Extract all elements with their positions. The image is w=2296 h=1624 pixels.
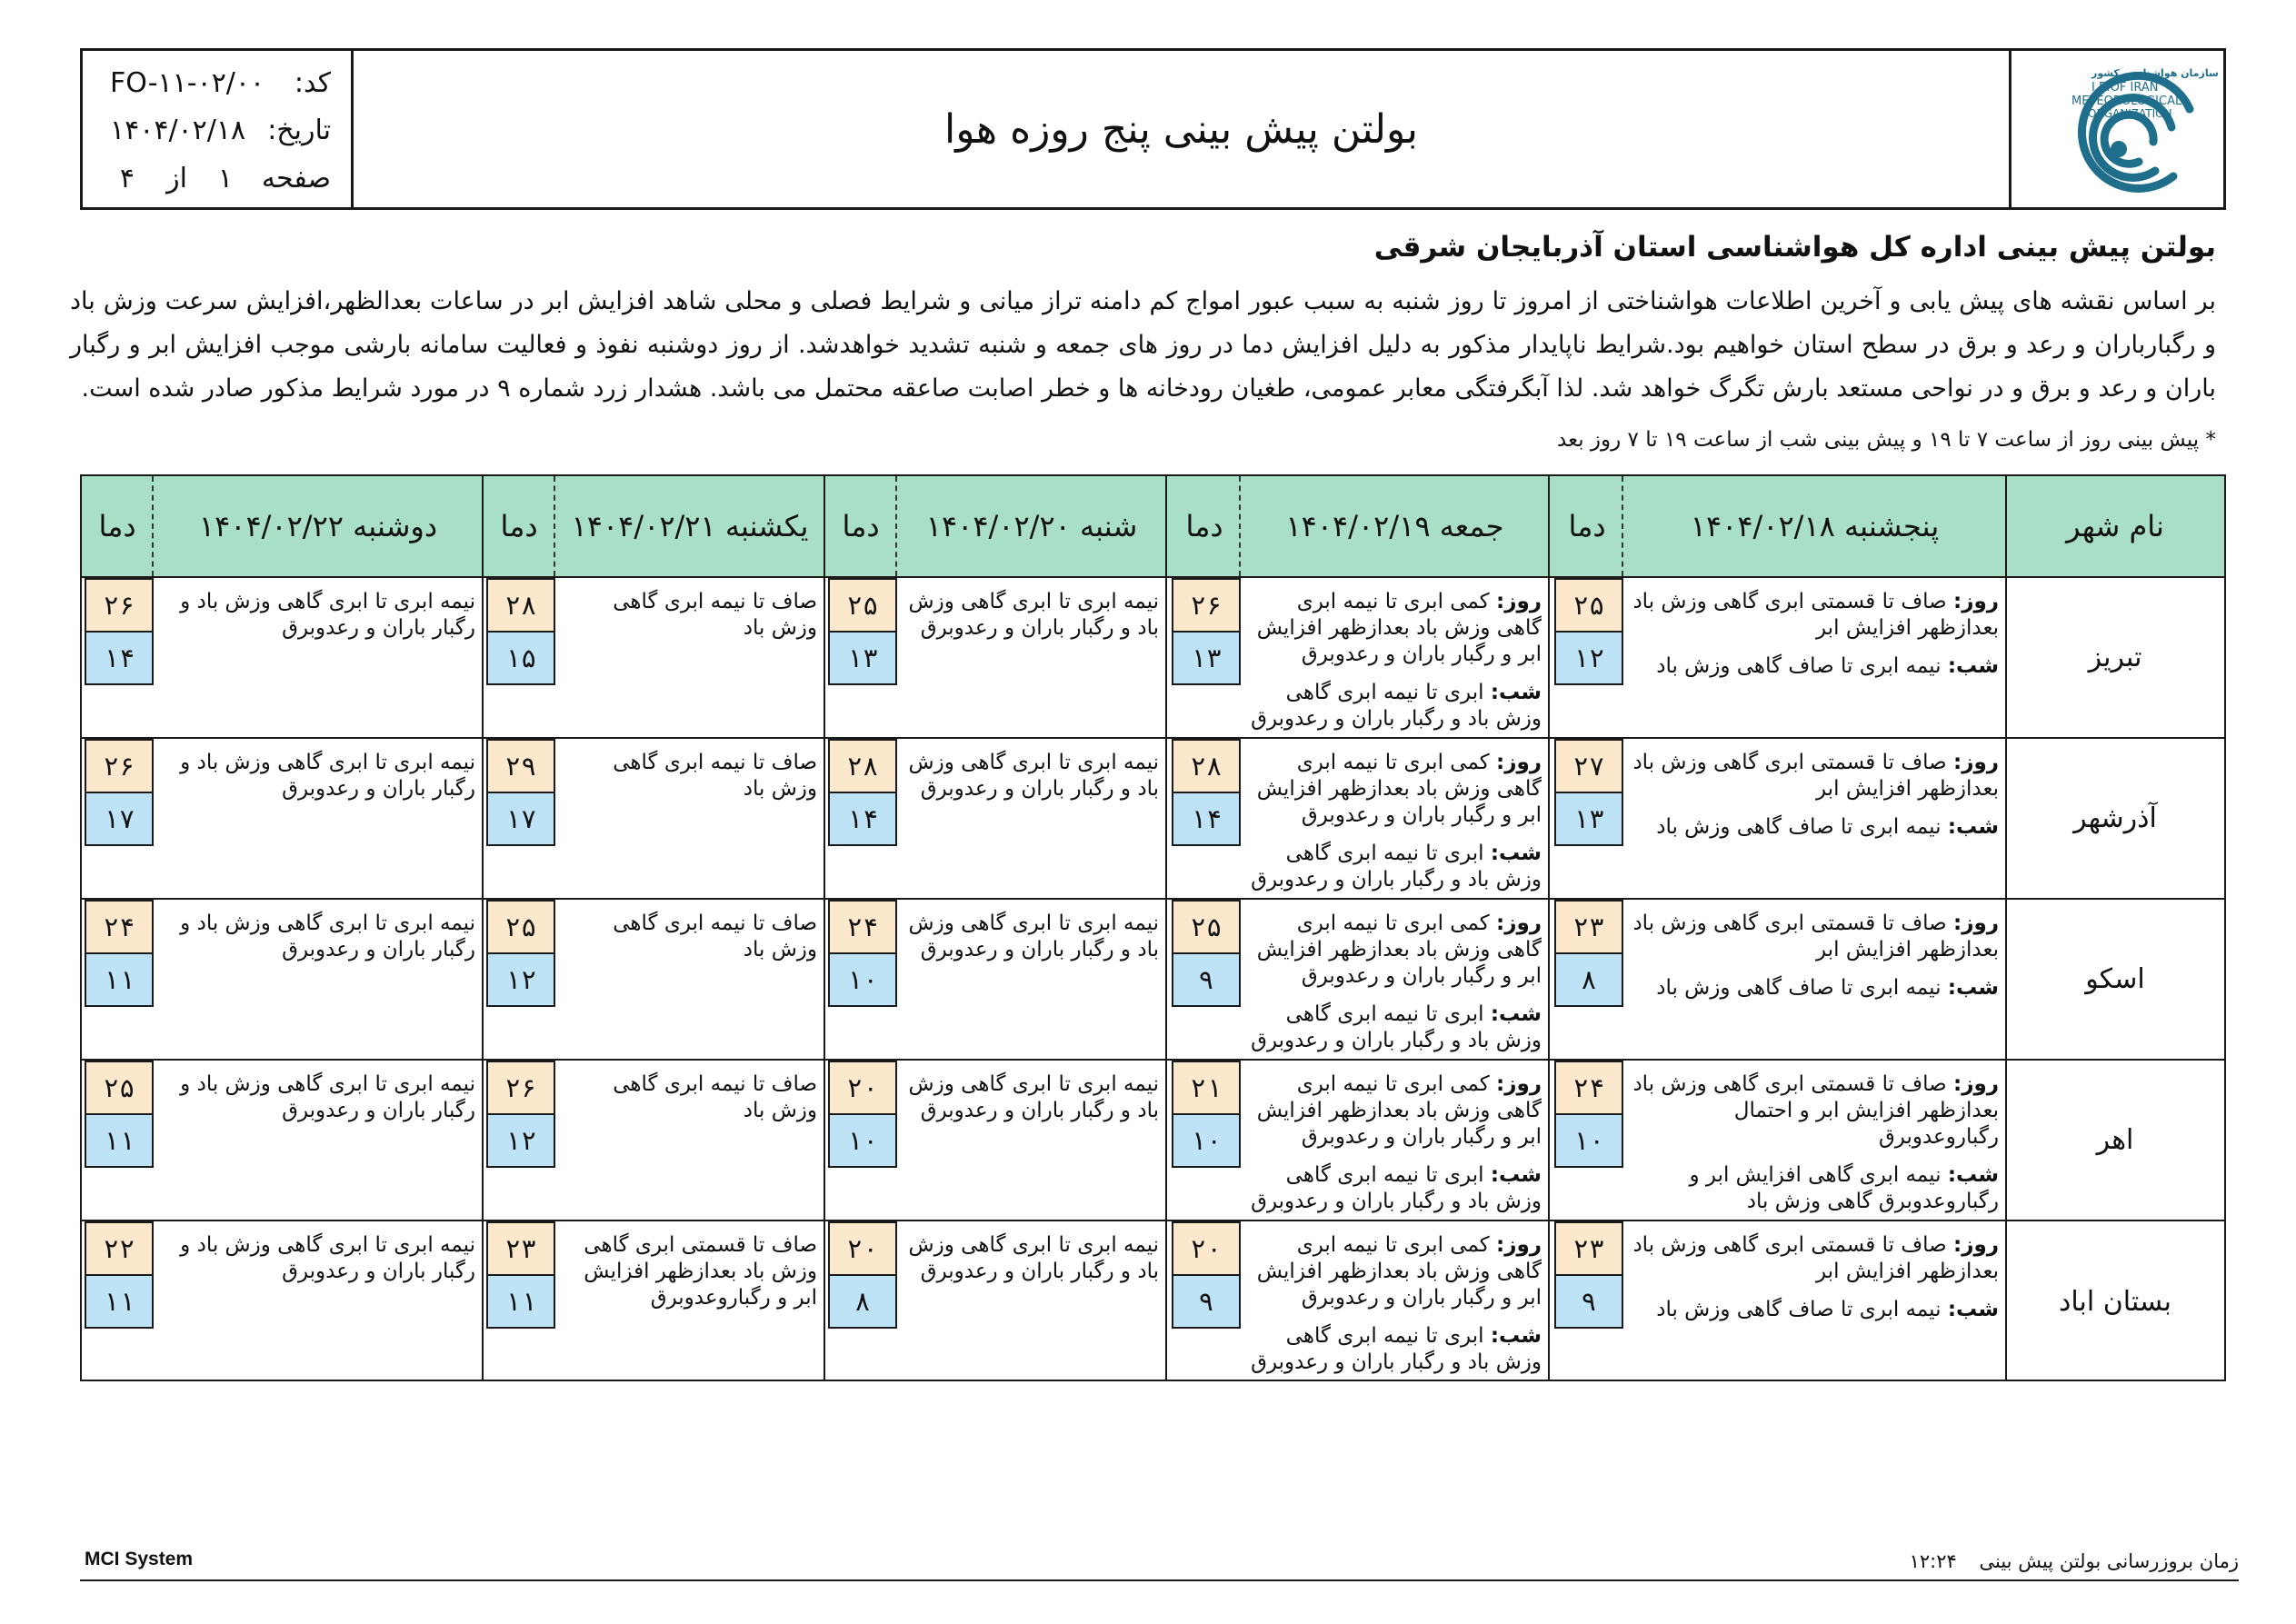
forecast-text: صاف تا نیمه ابری گاهی وزش باد: [613, 1072, 817, 1122]
night-forecast: [1248, 1162, 1542, 1215]
forecast-description: [1631, 589, 1999, 680]
page-label: صفحه: [261, 163, 331, 194]
night-label: شب:: [1947, 1163, 1999, 1187]
forecast-description: [161, 1071, 475, 1124]
table-row: [82, 1221, 2224, 1382]
day-forecast-text: کمی ابری تا نیمه ابری گاهی وزش باد بعدازظهر افزایش ابر و رگبار باران و رعدوبرق: [1256, 590, 1542, 666]
day-forecast-text: کمی ابری تا نیمه ابری گاهی وزش باد بعدازظهر افزایش ابر و رگبار باران و رعدوبرق: [1256, 1072, 1542, 1149]
day-forecast-text: صاف تا قسمتی ابری گاهی وزش باد بعدازظهر افزایش ابر و احتمال رگباروعدوبرق: [1632, 1072, 1999, 1149]
forecast-text: صاف تا نیمه ابری گاهی وزش باد: [613, 912, 817, 961]
day-forecast: [1631, 589, 1999, 642]
night-label: شب:: [1490, 681, 1542, 704]
min-temperature: ۱۲: [486, 952, 555, 1007]
forecast-description: [904, 911, 1159, 963]
table-row: [82, 900, 2224, 1061]
night-forecast: [1248, 1001, 1542, 1054]
forecast-text: نیمه ابری تا ابری گاهی وزش باد و رگبار باران و رعدوبرق: [180, 1072, 475, 1122]
bulletin-summary: بر اساس نقشه های پیش یابی و آخرین اطلاعات هواشناختی از امروز تا روز شنبه به سبب عبور امواج کم دامنه تراز میانی و شرایط فصلی و محلی شاهد افزایش ابر در ساعات بعدالظهر،افزایش سرعت وزش باد و رگبارباران و رعد و برق در سطح استان خواهیم بود.شرایط ناپایدار مذکور به دلیل افزایش دما در روز های جمعه و شنبه تشدید خواهدشد. از روز دوشنبه نفوذ و فعالیت سامانه بارشی موجب افزایش ابر و رگبار باران و رعد و برق و در نواحی مستعد بارش تگرگ خواهد شد. لذا آبگرفتگی معابر عمومی، طغیان رودخانه ها و خطر اصابت صاعقه محتمل می باشد. هشدار زرد شماره ۹ در مورد شرایط مذکور صادر شده است.: [70, 287, 2216, 403]
day-column-header: پنجشنبه ۱۴۰۴/۰۲/۱۸: [1690, 509, 1940, 543]
min-temperature: ۱۰: [1172, 1113, 1241, 1168]
forecast-description: [161, 589, 475, 642]
max-temperature: ۲۶: [85, 578, 154, 633]
day-label: روز:: [1496, 912, 1542, 935]
max-temperature: ۲۵: [85, 1061, 154, 1115]
max-temperature: ۲۵: [486, 900, 555, 954]
logo-text-en-1: I.R.OF IRAN: [2091, 81, 2159, 95]
footer-divider: [80, 1579, 2239, 1581]
min-temperature: ۱۷: [486, 792, 555, 846]
min-temperature: ۸: [1554, 952, 1623, 1007]
city-name: تبریز: [2088, 642, 2142, 673]
max-temperature: ۲۵: [828, 578, 897, 633]
min-temperature: ۱۱: [85, 952, 154, 1007]
bulletin-title: بولتن پیش بینی اداره کل هواشناسی استان آذربایجان شرقی: [1373, 231, 2216, 264]
max-temperature: ۲۱: [1172, 1061, 1241, 1115]
max-temperature: ۲۳: [486, 1221, 555, 1276]
day-label: روز:: [1953, 912, 1999, 935]
night-forecast-text: نیمه ابری تا صاف گاهی وزش باد: [1656, 654, 1942, 678]
max-temperature: ۲۳: [1554, 1221, 1623, 1276]
night-forecast-text: ابری تا نیمه ابری گاهی وزش باد و رگبار باران و رعدوبرق: [1251, 1002, 1542, 1052]
footer-update-label: زمان بروزرسانی بولتن پیش بینی: [1979, 1550, 2239, 1572]
day-forecast-text: کمی ابری تا نیمه ابری گاهی وزش باد بعدازظهر افزایش ابر و رگبار باران و رعدوبرق: [1256, 751, 1542, 827]
day-forecast-text: صاف تا قسمتی ابری گاهی وزش باد بعدازظهر افزایش ابر: [1632, 590, 1999, 640]
night-forecast-text: ابری تا نیمه ابری گاهی وزش باد و رگبار باران و رعدوبرق: [1251, 681, 1542, 731]
forecast-text: نیمه ابری تا ابری گاهی وزش باد و رگبار باران و رعدوبرق: [908, 751, 1159, 801]
forecast-description: [563, 1071, 817, 1124]
forecast-text: صاف تا قسمتی ابری گاهی وزش باد بعدازظهر افزایش ابر و رگباروعدوبرق: [584, 1233, 817, 1310]
min-temperature: ۱۴: [85, 631, 154, 685]
night-forecast-text: نیمه ابری تا صاف گاهی وزش باد: [1656, 1298, 1942, 1321]
day-label: روز:: [1953, 751, 1999, 774]
min-temperature: ۱۳: [828, 631, 897, 685]
min-temperature: ۱۵: [486, 631, 555, 685]
spiral-logo-icon: [2011, 51, 2226, 207]
temp-column-header: دما: [1552, 476, 1623, 576]
forecast-table: [80, 474, 2226, 1381]
day-column-header: دوشنبه ۱۴۰۴/۰۲/۲۲: [198, 509, 438, 543]
night-label: شب:: [1490, 1163, 1542, 1187]
forecast-description: [1631, 1071, 1999, 1215]
forecast-text: نیمه ابری تا ابری گاهی وزش باد و رگبار باران و رعدوبرق: [908, 912, 1159, 961]
max-temperature: ۲۴: [828, 900, 897, 954]
max-temperature: ۲۰: [828, 1061, 897, 1115]
night-label: شب:: [1490, 1002, 1542, 1026]
max-temperature: ۲۵: [1554, 578, 1623, 633]
day-label: روز:: [1953, 1233, 1999, 1257]
night-forecast: [1631, 1297, 1999, 1323]
day-forecast-text: صاف تا قسمتی ابری گاهی وزش باد بعدازظهر افزایش ابر: [1632, 751, 1999, 801]
max-temperature: ۲۲: [85, 1221, 154, 1276]
forecast-description: [1248, 589, 1542, 732]
min-temperature: ۱۳: [1172, 631, 1241, 685]
forecast-description: [1248, 1232, 1542, 1376]
forecast-description: [1248, 750, 1542, 893]
document-header: [80, 48, 2226, 210]
day-forecast: [1248, 1232, 1542, 1311]
max-temperature: ۲۳: [1554, 900, 1623, 954]
max-temperature: ۲۶: [486, 1061, 555, 1115]
day-forecast: [1248, 750, 1542, 829]
page-total: ۴: [119, 163, 135, 194]
night-forecast-text: نیمه ابری تا صاف گاهی وزش باد: [1656, 976, 1942, 1000]
forecast-description: [1631, 1232, 1999, 1323]
night-forecast: [1631, 653, 1999, 680]
day-forecast: [1631, 1071, 1999, 1151]
night-forecast-text: نیمه ابری گاهی افزایش ابر و رگباروعدوبرق گاهی وزش باد: [1689, 1163, 1999, 1213]
forecast-description: [1248, 1071, 1542, 1215]
date-value: ۱۴۰۴/۰۲/۱۸: [110, 115, 246, 146]
day-forecast-text: صاف تا قسمتی ابری گاهی وزش باد بعدازظهر افزایش ابر: [1632, 912, 1999, 961]
night-forecast: [1248, 1323, 1542, 1376]
logo-text-en-3: ORGANIZATION: [2088, 107, 2172, 120]
min-temperature: ۱۱: [486, 1274, 555, 1329]
night-forecast: [1631, 814, 1999, 841]
day-forecast-text: کمی ابری تا نیمه ابری گاهی وزش باد بعدازظهر افزایش ابر و رگبار باران و رعدوبرق: [1256, 912, 1542, 988]
day-forecast: [1248, 911, 1542, 990]
date-label: تاریخ:: [267, 115, 331, 146]
day-forecast: [1631, 911, 1999, 963]
min-temperature: ۱۰: [1554, 1113, 1623, 1168]
footer-update-time: ۱۲:۲۴: [1909, 1550, 1957, 1572]
forecast-description: [161, 1232, 475, 1285]
min-temperature: ۱۲: [486, 1113, 555, 1168]
forecast-description: [1631, 750, 1999, 841]
temp-column-header: دما: [826, 476, 897, 576]
min-temperature: ۱۰: [828, 952, 897, 1007]
day-column-header: یکشنبه ۱۴۰۴/۰۲/۲۱: [571, 509, 809, 543]
table-row: [82, 739, 2224, 900]
day-label: روز:: [1496, 1233, 1542, 1257]
max-temperature: ۲۸: [486, 578, 555, 633]
day-label: روز:: [1496, 590, 1542, 613]
night-label: شب:: [1490, 842, 1542, 865]
day-label: روز:: [1496, 751, 1542, 774]
forecast-text: صاف تا نیمه ابری گاهی وزش باد: [613, 751, 817, 801]
min-temperature: ۱۱: [85, 1274, 154, 1329]
city-name: آذرشهر: [2073, 802, 2157, 834]
max-temperature: ۲۰: [828, 1221, 897, 1276]
max-temperature: ۲۵: [1172, 900, 1241, 954]
max-temperature: ۲۸: [1172, 739, 1241, 793]
forecast-description: [1631, 911, 1999, 1001]
forecast-description: [1248, 911, 1542, 1054]
day-column-header: جمعه ۱۴۰۴/۰۲/۱۹: [1285, 509, 1504, 543]
table-row: [82, 1061, 2224, 1221]
city-name: اسکو: [2085, 963, 2145, 995]
page-of: از: [166, 163, 187, 194]
forecast-description: [904, 1071, 1159, 1124]
temp-column-header: دما: [484, 476, 555, 576]
forecast-text: نیمه ابری تا ابری گاهی وزش باد و رگبار باران و رعدوبرق: [180, 1233, 475, 1283]
forecast-text: نیمه ابری تا ابری گاهی وزش باد و رگبار باران و رعدوبرق: [908, 1072, 1159, 1122]
min-temperature: ۱۷: [85, 792, 154, 846]
max-temperature: ۲۴: [1554, 1061, 1623, 1115]
forecast-description: [563, 589, 817, 642]
night-label: شب:: [1947, 1298, 1999, 1321]
footer-update: [1910, 1550, 2239, 1572]
forecast-text: صاف تا نیمه ابری گاهی وزش باد: [613, 590, 817, 640]
document-meta: [83, 51, 354, 207]
night-forecast: [1631, 1162, 1999, 1215]
min-temperature: ۹: [1172, 952, 1241, 1007]
forecast-time-note: * پیش بینی روز از ساعت ۷ تا ۱۹ و پیش بینی شب از ساعت ۱۹ تا ۷ روز بعد: [1557, 428, 2216, 452]
forecast-text: نیمه ابری تا ابری گاهی وزش باد و رگبار باران و رعدوبرق: [180, 590, 475, 640]
forecast-description: [161, 750, 475, 802]
forecast-description: [161, 911, 475, 963]
day-forecast: [1631, 750, 1999, 802]
max-temperature: ۲۴: [85, 900, 154, 954]
max-temperature: ۲۹: [486, 739, 555, 793]
min-temperature: ۱۴: [828, 792, 897, 846]
forecast-description: [563, 750, 817, 802]
city-column-header: نام شهر: [2066, 509, 2164, 543]
max-temperature: ۲۶: [85, 739, 154, 793]
forecast-text: نیمه ابری تا ابری گاهی وزش باد و رگبار باران و رعدوبرق: [180, 912, 475, 961]
day-forecast: [1248, 589, 1542, 668]
min-temperature: ۸: [828, 1274, 897, 1329]
logo-text-en-2: METEOROLOGICAL: [2071, 95, 2182, 108]
day-label: روز:: [1953, 590, 1999, 613]
code-value: FO-۱۱-۰۲/۰۰: [110, 67, 265, 99]
night-forecast-text: ابری تا نیمه ابری گاهی وزش باد و رگبار باران و رعدوبرق: [1251, 1324, 1542, 1374]
min-temperature: ۱۳: [1554, 792, 1623, 846]
night-label: شب:: [1947, 654, 1999, 678]
max-temperature: ۲۶: [1172, 578, 1241, 633]
table-row: [82, 578, 2224, 739]
night-forecast-text: نیمه ابری تا صاف گاهی وزش باد: [1656, 815, 1942, 839]
logo-text-fa: سازمان هواشناسی کشور: [2091, 67, 2219, 79]
footer-system: MCI System: [85, 1549, 194, 1569]
day-label: روز:: [1953, 1072, 1999, 1096]
forecast-description: [904, 750, 1159, 802]
day-forecast-text: صاف تا قسمتی ابری گاهی وزش باد بعدازظهر افزایش ابر: [1632, 1233, 1999, 1283]
forecast-text: نیمه ابری تا ابری گاهی وزش باد و رگبار باران و رعدوبرق: [180, 751, 475, 801]
meteorological-organization-logo: [2009, 51, 2223, 207]
forecast-text: نیمه ابری تا ابری گاهی وزش باد و رگبار باران و رعدوبرق: [908, 590, 1159, 640]
night-forecast-text: ابری تا نیمه ابری گاهی وزش باد و رگبار باران و رعدوبرق: [1251, 842, 1542, 892]
night-forecast: [1631, 975, 1999, 1001]
city-name: بستان اباد: [2058, 1286, 2172, 1318]
table-header-row: [82, 476, 2224, 578]
min-temperature: ۹: [1554, 1274, 1623, 1329]
day-label: روز:: [1496, 1072, 1542, 1096]
forecast-description: [904, 589, 1159, 642]
forecast-description: [563, 1232, 817, 1311]
forecast-description: [904, 1232, 1159, 1285]
night-forecast: [1248, 680, 1542, 732]
night-label: شب:: [1947, 976, 1999, 1000]
min-temperature: ۱۱: [85, 1113, 154, 1168]
page-current: ۱: [217, 163, 233, 194]
temp-column-header: دما: [83, 476, 154, 576]
temp-column-header: دما: [1170, 476, 1241, 576]
night-forecast-text: ابری تا نیمه ابری گاهی وزش باد و رگبار باران و رعدوبرق: [1251, 1163, 1542, 1213]
day-forecast-text: کمی ابری تا نیمه ابری گاهی وزش باد بعدازظهر افزایش ابر و رگبار باران و رعدوبرق: [1256, 1233, 1542, 1310]
night-label: شب:: [1490, 1324, 1542, 1348]
forecast-text: نیمه ابری تا ابری گاهی وزش باد و رگبار باران و رعدوبرق: [908, 1233, 1159, 1283]
max-temperature: ۲۰: [1172, 1221, 1241, 1276]
max-temperature: ۲۷: [1554, 739, 1623, 793]
night-forecast: [1248, 841, 1542, 893]
day-forecast: [1248, 1071, 1542, 1151]
page-title: بولتن پیش بینی پنج روزه هوا: [943, 105, 1419, 153]
night-label: شب:: [1947, 815, 1999, 839]
min-temperature: ۱۲: [1554, 631, 1623, 685]
min-temperature: ۹: [1172, 1274, 1241, 1329]
day-column-header: شنبه ۱۴۰۴/۰۲/۲۰: [925, 509, 1138, 543]
forecast-description: [563, 911, 817, 963]
city-name: اهر: [2096, 1124, 2134, 1156]
day-forecast: [1631, 1232, 1999, 1285]
code-label: کد:: [294, 67, 331, 99]
min-temperature: ۱۰: [828, 1113, 897, 1168]
max-temperature: ۲۸: [828, 739, 897, 793]
min-temperature: ۱۴: [1172, 792, 1241, 846]
